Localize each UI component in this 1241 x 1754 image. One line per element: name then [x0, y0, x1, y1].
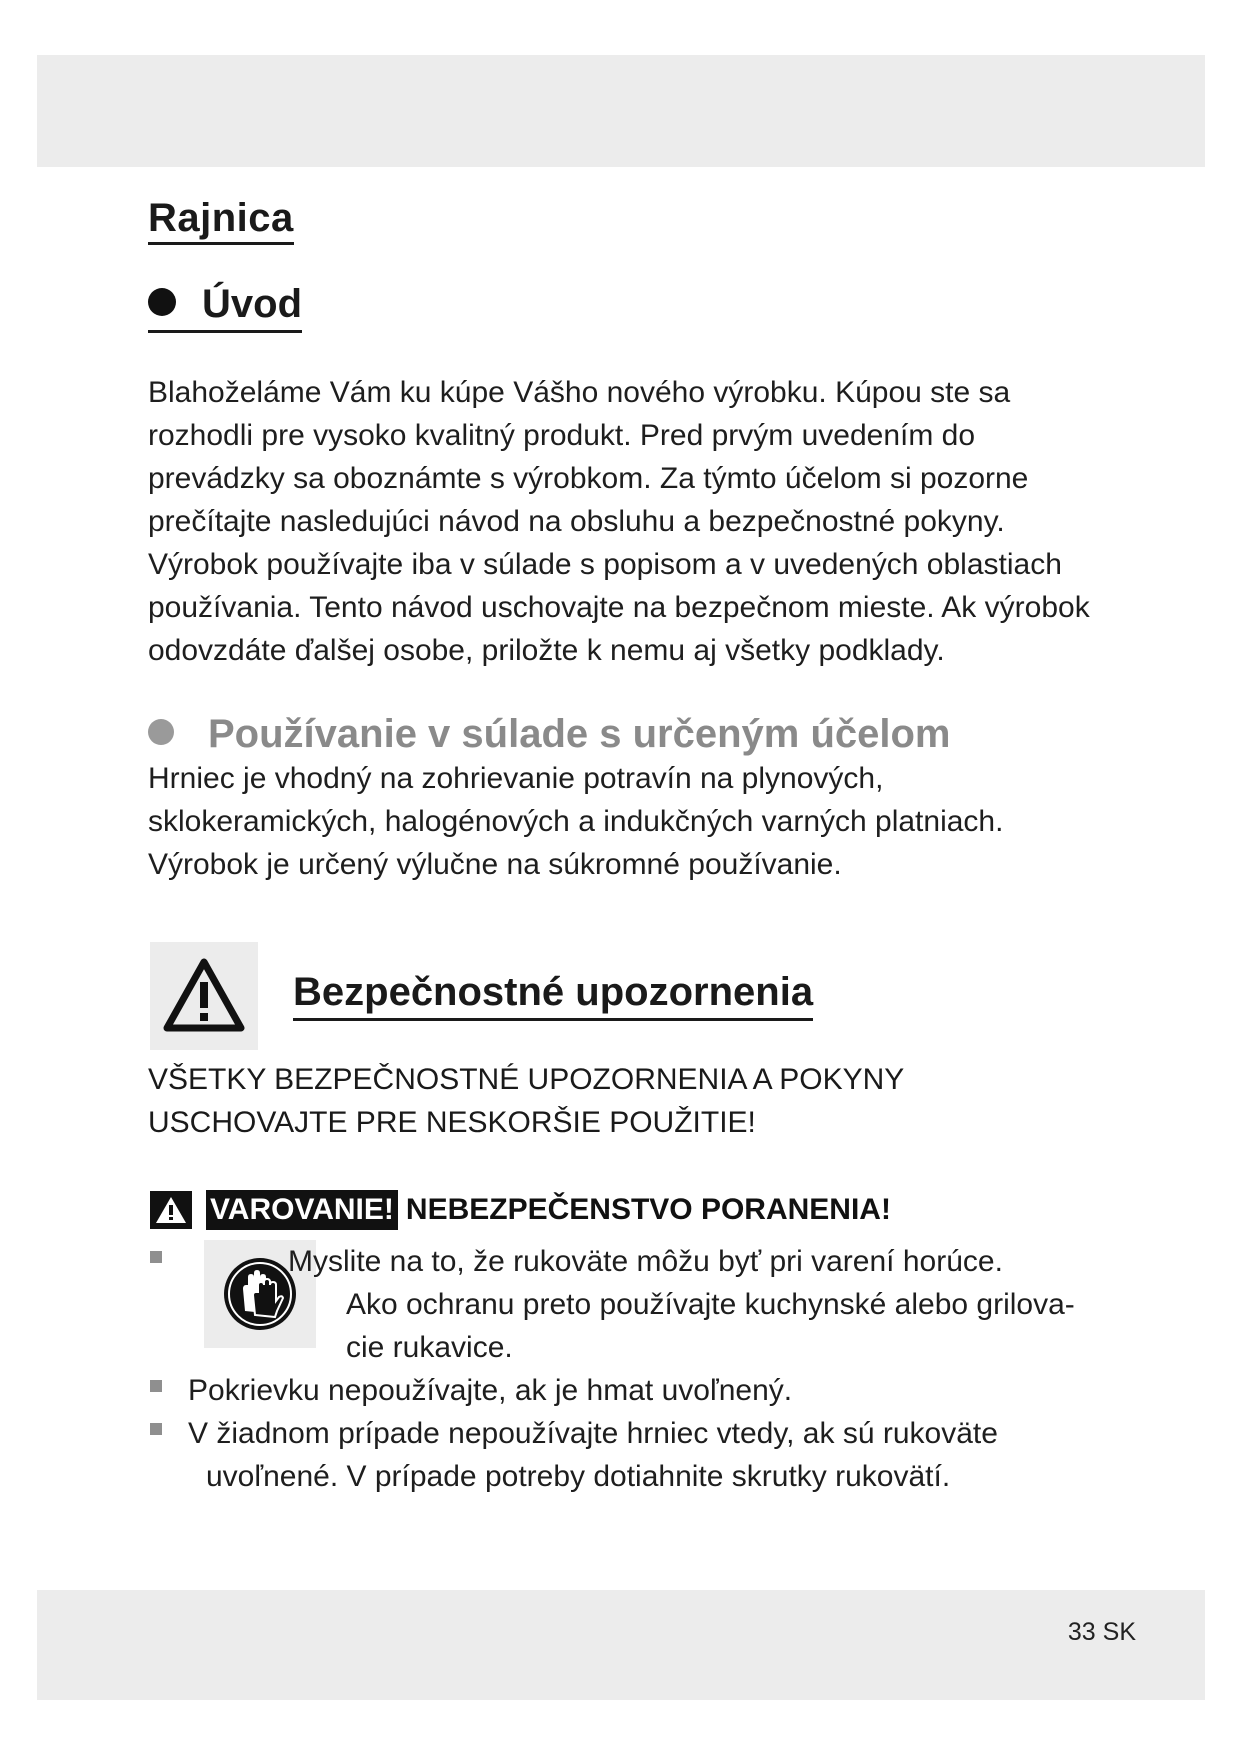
list-bullet	[150, 1251, 162, 1263]
safety-item-3-line-2: uvoľnené. V prípade potreby dotiahnite skrutky rukovätí.	[206, 1460, 951, 1493]
page-number: 33 SK	[1067, 1618, 1136, 1646]
warning-headline: NEBEZPEČENSTVO PORANENIA!	[405, 1193, 891, 1226]
intro-heading	[148, 282, 302, 333]
safety-item-3-line-1: V žiadnom prípade nepoužívajte hrniec vtedy, ak sú rukoväte	[188, 1417, 998, 1450]
intended-use-text: Hrniec je vhodný na zohrievanie potravín na plynových, sklokeramických, halogénových a indukčných varných platniach. Výrobok je určený výlučne na súkromné používanie.	[148, 762, 1004, 881]
bullet-dot-icon	[148, 719, 174, 745]
intro-heading-text: Úvod	[202, 282, 302, 326]
warning-label: VAROVANIE!	[206, 1190, 398, 1230]
list-bullet	[150, 1380, 162, 1392]
safety-item-2: Pokrievku nepoužívajte, ak je hmat uvoľnený.	[188, 1374, 793, 1407]
bullet-dot-icon	[148, 288, 176, 316]
intro-text: Blahoželáme Vám ku kúpe Vášho nového výrobku. Kúpou ste sa rozhodli pre vysoko kvalitný produkt. Pred prvým uvedením do prevádzky sa oboznámte s výrobkom. Za týmto účelom si pozorne prečítajte nasledujúci návod na obsluhu a bezpečnostné pokyny. Výrobok používajte iba v súlade s popisom a v uvedených oblastiach používania. Tento návod uschovajte na bezpečnom mieste. Ak výrobok odovzdáte ďalšej osobe, priložte k nemu aj všetky podklady.	[148, 376, 1090, 667]
safety-item-1-line-1: Myslite na to, že rukoväte môžu byť pri varení horúce.	[288, 1245, 1003, 1278]
keep-instructions-notice: VŠETKY BEZPEČNOSTNÉ UPOZORNENIA A POKYNY USCHOVAJTE PRE NESKORŠIE POUŽITIE!	[148, 1063, 904, 1139]
intended-use-heading	[148, 712, 951, 756]
header-band	[37, 55, 1205, 167]
safety-heading: Bezpečnostné upozornenia	[293, 970, 813, 1021]
product-title: Rajnica	[148, 196, 294, 245]
list-bullet	[150, 1423, 162, 1435]
safety-item-1-line-2: Ako ochranu preto používajte kuchynské alebo grilova-	[346, 1288, 1075, 1321]
warning-triangle-icon	[150, 942, 258, 1050]
footer-band	[37, 1590, 1205, 1700]
intended-use-heading-text: Používanie v súlade s určeným účelom	[208, 712, 951, 756]
warning-row	[150, 1190, 891, 1230]
warning-small-icon	[150, 1191, 192, 1229]
safety-item-1-line-3: cie rukavice.	[346, 1331, 513, 1364]
